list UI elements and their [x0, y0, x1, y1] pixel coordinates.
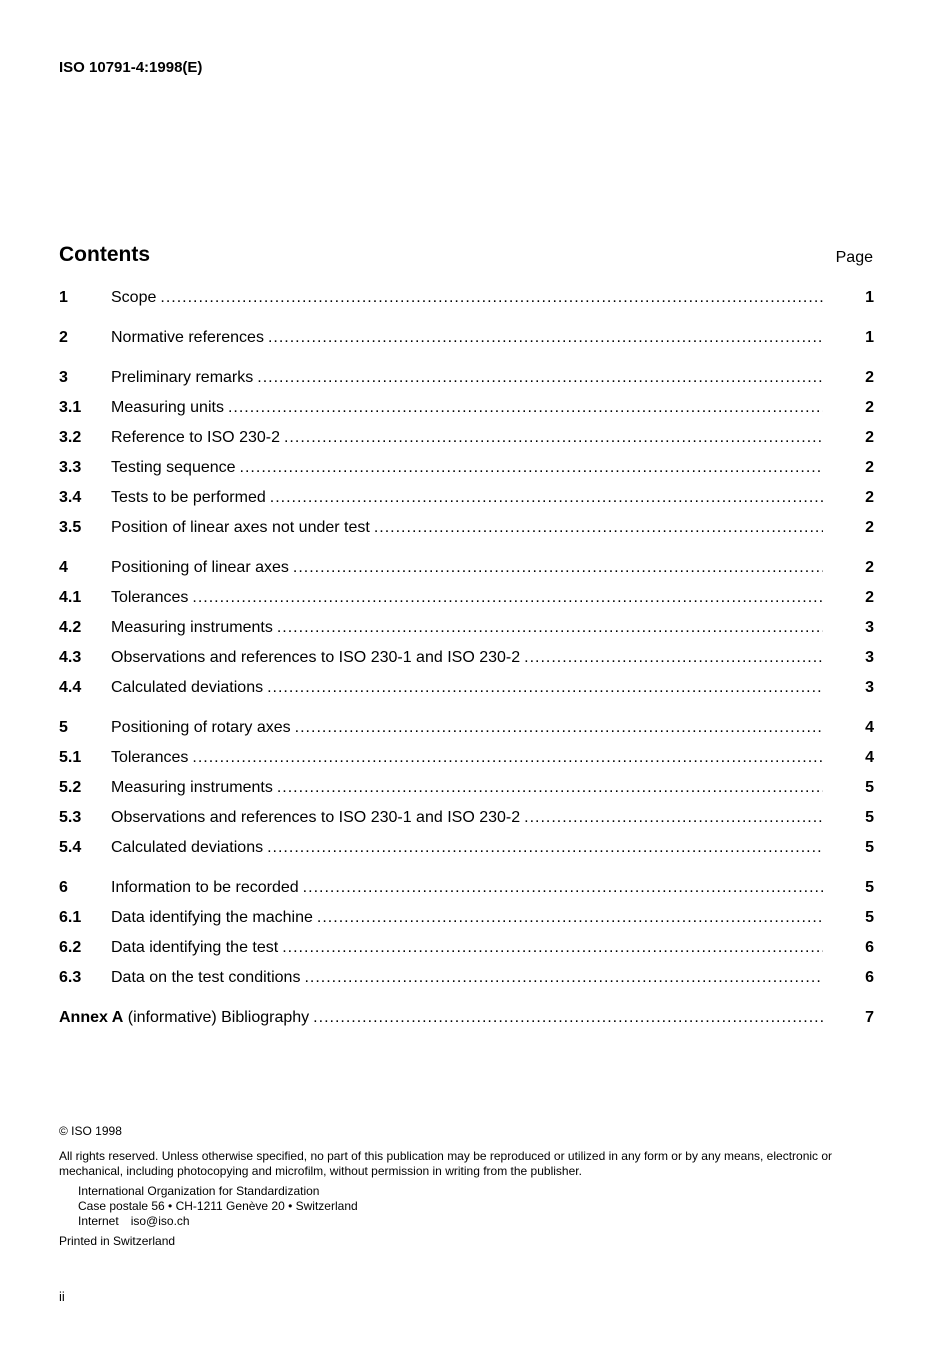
page-number: ii — [59, 1289, 65, 1304]
toc-entry-page: 3 — [865, 619, 874, 636]
toc-entry-number: 5.3 — [59, 809, 82, 826]
toc-entry-label: Data identifying the test — [111, 939, 282, 956]
toc-entry-page: 4 — [865, 719, 874, 736]
toc-entry-label: Measuring instruments — [111, 619, 277, 636]
toc-entry[interactable] — [59, 745, 874, 775]
toc-entry[interactable] — [59, 395, 874, 425]
internet-email[interactable]: iso@iso.ch — [130, 1214, 190, 1228]
toc-entry[interactable] — [59, 325, 874, 355]
table-of-contents — [59, 285, 874, 1035]
publisher-address — [78, 1184, 879, 1229]
toc-entry[interactable] — [59, 555, 874, 585]
annex-label: (informative) Bibliography — [127, 1009, 310, 1026]
internet-label: Internet — [78, 1214, 119, 1228]
toc-entry-label: Tolerances — [111, 589, 192, 606]
annex-title: Annex A — [59, 1009, 124, 1026]
toc-entry-page: 5 — [865, 809, 874, 826]
toc-entry-number: 6.1 — [59, 909, 82, 926]
toc-entry[interactable] — [59, 425, 874, 455]
toc-entry-number: 6 — [59, 879, 68, 896]
toc-entry-page: 5 — [865, 909, 874, 926]
toc-entry-number: 4.3 — [59, 649, 82, 666]
toc-entry-label: Measuring instruments — [111, 779, 277, 796]
toc-entry[interactable] — [59, 615, 874, 645]
toc-entry-page: 2 — [865, 429, 874, 446]
toc-entry-page: 1 — [865, 329, 874, 346]
toc-entry[interactable] — [59, 905, 874, 935]
toc-entry-label: Position of linear axes not under test — [111, 519, 374, 536]
toc-entry-number: 4.1 — [59, 589, 82, 606]
toc-entry[interactable] — [59, 365, 874, 395]
toc-entry[interactable] — [59, 965, 874, 995]
toc-entry[interactable] — [59, 455, 874, 485]
toc-entry-number: 3.1 — [59, 399, 82, 416]
toc-entry-page: 2 — [865, 589, 874, 606]
toc-entry-label: Data on the test conditions — [111, 969, 304, 986]
toc-entry-number: 1 — [59, 289, 68, 306]
toc-entry-number: 6.3 — [59, 969, 82, 986]
toc-entry-number: 6.2 — [59, 939, 82, 956]
toc-entry-page: 2 — [865, 519, 874, 536]
toc-entry-page: 5 — [865, 839, 874, 856]
toc-entry-page: 6 — [865, 939, 874, 956]
toc-entry-page: 5 — [865, 779, 874, 796]
toc-entry-number: 3.3 — [59, 459, 82, 476]
toc-entry-label: Observations and references to ISO 230-1 and ISO 230-2 — [111, 809, 524, 826]
publisher-postal: Case postale 56 • CH-1211 Genève 20 • Switzerland — [78, 1199, 358, 1213]
toc-entry-page: 1 — [865, 289, 874, 306]
toc-entry[interactable] — [59, 515, 874, 545]
toc-entry-label: Observations and references to ISO 230-1 and ISO 230-2 — [111, 649, 524, 666]
toc-entry-label: Reference to ISO 230-2 — [111, 429, 284, 446]
toc-entry-page: 4 — [865, 749, 874, 766]
toc-entry-label: Scope — [111, 289, 160, 306]
toc-entry-number: 4.4 — [59, 679, 82, 696]
toc-entry[interactable] — [59, 485, 874, 515]
toc-entry-number: 3.5 — [59, 519, 82, 536]
toc-entry-annex-a[interactable] — [59, 1005, 874, 1035]
toc-title: Contents — [59, 243, 150, 266]
toc-entry-page: 2 — [865, 459, 874, 476]
toc-entry-page: 5 — [865, 879, 874, 896]
page-column-label: Page — [835, 249, 873, 266]
toc-entry-label: Calculated deviations — [111, 839, 267, 856]
toc-entry-number: 5.1 — [59, 749, 82, 766]
printed-in: Printed in Switzerland — [59, 1234, 176, 1248]
toc-entry[interactable] — [59, 935, 874, 965]
toc-entry-number: 4 — [59, 559, 68, 576]
toc-entry-number: 2 — [59, 329, 68, 346]
toc-entry-label: Tests to be performed — [111, 489, 270, 506]
document-id: ISO 10791-4:1998(E) — [59, 59, 203, 76]
toc-entry-page: 2 — [865, 369, 874, 386]
toc-entry[interactable] — [59, 775, 874, 805]
toc-entry-page: 2 — [865, 559, 874, 576]
toc-entry-page: 2 — [865, 489, 874, 506]
toc-entry-label: Normative references — [111, 329, 268, 346]
toc-entry[interactable] — [59, 835, 874, 865]
toc-entry[interactable] — [59, 645, 874, 675]
toc-entry[interactable] — [59, 585, 874, 615]
toc-entry-page: 3 — [865, 649, 874, 666]
toc-entry[interactable] — [59, 875, 874, 905]
toc-entry-label: Testing sequence — [111, 459, 240, 476]
toc-entry-label: Data identifying the machine — [111, 909, 317, 926]
toc-entry-number: 3 — [59, 369, 68, 386]
toc-entry-number: 3.4 — [59, 489, 82, 506]
toc-entry-page: 2 — [865, 399, 874, 416]
toc-entry-page: 3 — [865, 679, 874, 696]
toc-entry-number: 4.2 — [59, 619, 82, 636]
rights-statement: All rights reserved. Unless otherwise specified, no part of this publication may be reproduced or utilized in any form or by any means, electronic or mechanical, including photocopying and microfilm, without permission in writing from the publisher. — [59, 1149, 833, 1178]
toc-entry[interactable] — [59, 675, 874, 705]
toc-entry-number: 5 — [59, 719, 68, 736]
toc-entry-number: 5.2 — [59, 779, 82, 796]
toc-entry[interactable] — [59, 285, 874, 315]
toc-entry-label: Positioning of rotary axes — [111, 719, 295, 736]
toc-entry-label: Preliminary remarks — [111, 369, 257, 386]
toc-entry-page: 7 — [865, 1009, 874, 1026]
toc-entry[interactable] — [59, 805, 874, 835]
toc-entry-label: Information to be recorded — [111, 879, 303, 896]
toc-entry-number: 5.4 — [59, 839, 82, 856]
toc-entry-label: Calculated deviations — [111, 679, 267, 696]
toc-entry-label: Measuring units — [111, 399, 228, 416]
copyright-notice: © ISO 1998 — [59, 1124, 122, 1138]
toc-entry-number: 3.2 — [59, 429, 82, 446]
publisher-org: International Organization for Standardization — [78, 1184, 320, 1198]
toc-entry-label: Tolerances — [111, 749, 192, 766]
toc-entry-page: 6 — [865, 969, 874, 986]
toc-entry[interactable] — [59, 715, 874, 745]
toc-entry-label: Positioning of linear axes — [111, 559, 293, 576]
copyright-footer — [59, 1124, 879, 1249]
